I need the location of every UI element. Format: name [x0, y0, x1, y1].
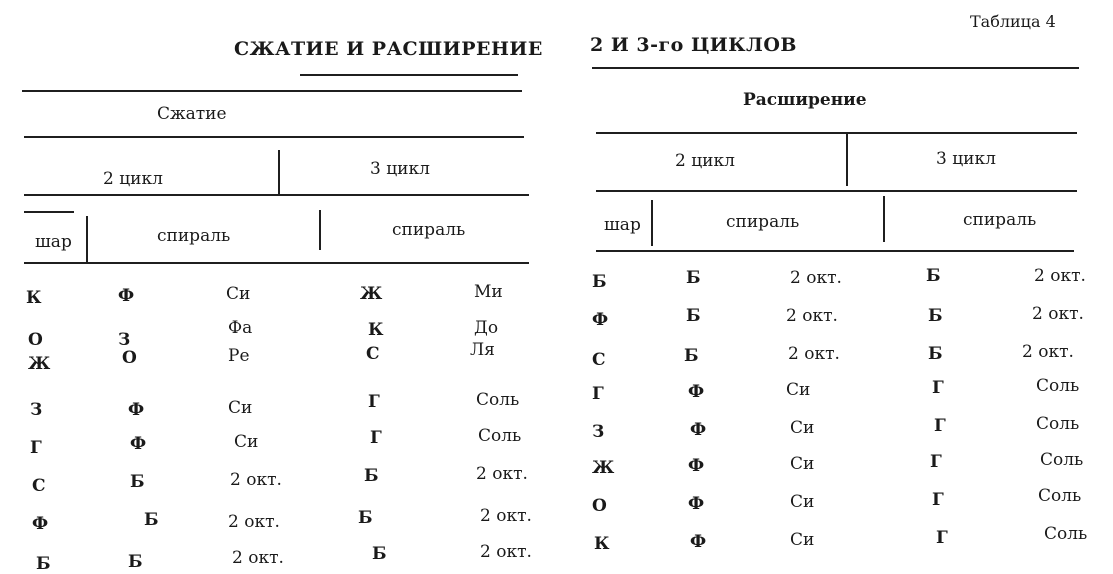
left-table-cell-spiral3-note: 2 окт. — [480, 506, 532, 526]
table-left-vrule-cycles — [278, 150, 280, 194]
right-table-cell-spiral2-note: 2 окт. — [786, 306, 838, 326]
right-table-cell-spiral3-planet: Г — [934, 416, 946, 436]
left-table-cell-spiral3-planet: Г — [368, 392, 380, 412]
left-table-cell-spiral3-planet: Б — [358, 508, 373, 528]
table-right-rule-3 — [596, 190, 1077, 192]
right-table-cell-spiral3-planet: Б — [928, 344, 943, 364]
right-table-cell-spiral3-note: 2 окт. — [1022, 342, 1074, 362]
right-table-cell-spiral2-note: 2 окт. — [790, 268, 842, 288]
left-table-cell-spiral2-note: 2 окт. — [230, 470, 282, 490]
table-right-vrule-ball — [651, 200, 653, 246]
right-table-cell-spiral3-planet: Б — [926, 266, 941, 286]
right-table-cell-spiral3-note: Соль — [1038, 486, 1082, 506]
right-table-cell-spiral3-note: Соль — [1036, 414, 1080, 434]
right-table-cell-spiral3-note: 2 окт. — [1032, 304, 1084, 324]
left-table-cell-spiral3-planet: К — [368, 320, 384, 340]
page-title-left: СЖАТИЕ И РАСШИРЕНИЕ — [234, 38, 543, 60]
left-table-cell-spiral2-note: Фа — [228, 318, 253, 338]
left-table-cell-spiral2-note: Си — [226, 284, 251, 304]
right-table-cell-spiral2-note: Си — [790, 418, 815, 438]
right-table-cell-ball: О — [592, 496, 607, 516]
left-col-spiral-3: спираль — [392, 220, 466, 240]
right-cycle3-header: 3 цикл — [936, 149, 996, 169]
right-group-header: Расширение — [743, 90, 867, 110]
right-table-cell-spiral3-note: Соль — [1044, 524, 1088, 544]
left-table-cell-spiral3-note: Соль — [476, 390, 520, 410]
left-table-cell-spiral2-planet: Ф — [128, 400, 145, 420]
left-table-cell-spiral2-planet: З — [118, 330, 131, 350]
right-cycle2-header: 2 цикл — [675, 151, 735, 171]
right-table-cell-spiral3-planet: Г — [930, 452, 942, 472]
left-table-cell-ball: Ж — [28, 354, 51, 374]
right-table-cell-ball: С — [592, 350, 606, 370]
table-left-header-bottom-rule — [24, 262, 529, 264]
right-table-cell-spiral2-planet: Ф — [688, 494, 705, 514]
left-table-cell-spiral2-planet: Б — [144, 510, 159, 530]
left-col-spiral-2: спираль — [157, 226, 231, 246]
left-table-cell-spiral2-planet: Ф — [118, 286, 135, 306]
left-table-cell-spiral3-note: 2 окт. — [480, 542, 532, 562]
left-table-cell-spiral3-note: Ля — [470, 340, 495, 360]
right-table-cell-spiral2-planet: Ф — [688, 382, 705, 402]
left-table-cell-spiral3-planet: Ж — [360, 284, 383, 304]
right-table-cell-spiral3-note: Соль — [1040, 450, 1084, 470]
left-table-cell-spiral2-planet: Б — [130, 472, 145, 492]
right-table-cell-spiral2-planet: Ф — [690, 420, 707, 440]
right-col-spiral-2: спираль — [726, 212, 800, 232]
left-table-cell-spiral2-note: 2 окт. — [228, 512, 280, 532]
left-table-cell-spiral2-note: 2 окт. — [232, 548, 284, 568]
table-right-vrule-cycles — [846, 134, 848, 186]
left-table-cell-spiral3-note: До — [474, 318, 499, 338]
left-table-cell-ball: О — [28, 330, 43, 350]
page-title-right: 2 И 3-го ЦИКЛОВ — [590, 34, 797, 56]
right-table-cell-spiral2-planet: Б — [686, 268, 701, 288]
right-col-spiral-3: спираль — [963, 210, 1037, 230]
left-table-cell-ball: З — [30, 400, 43, 420]
left-table-cell-spiral2-planet: Б — [128, 552, 143, 572]
right-table-cell-ball: Ф — [592, 310, 609, 330]
left-table-cell-ball: Ф — [32, 514, 49, 534]
right-table-cell-spiral3-note: 2 окт. — [1034, 266, 1086, 286]
table-right-rule-2 — [596, 132, 1077, 134]
left-table-cell-spiral2-note: Си — [228, 398, 253, 418]
table-number: Таблица 4 — [970, 12, 1056, 31]
left-table-cell-spiral3-planet: Б — [364, 466, 379, 486]
right-table-cell-ball: К — [594, 534, 610, 554]
right-table-cell-ball: Б — [592, 272, 607, 292]
left-table-cell-spiral3-planet: Б — [372, 544, 387, 564]
right-table-cell-spiral2-planet: Ф — [688, 456, 705, 476]
left-table-cell-spiral3-note: Ми — [474, 282, 503, 302]
table-left-top-rule — [22, 90, 522, 92]
right-table-cell-spiral3-planet: Г — [936, 528, 948, 548]
right-col-ball: шар — [604, 215, 641, 235]
right-table-cell-spiral3-planet: Г — [932, 378, 944, 398]
right-table-cell-spiral2-note: Си — [790, 492, 815, 512]
table-left-rule-3 — [24, 194, 529, 196]
title-underline-left — [300, 74, 518, 76]
left-col-ball: шар — [35, 232, 72, 252]
right-table-cell-ball: З — [592, 422, 605, 442]
left-group-header: Сжатие — [157, 104, 227, 124]
table-right-vrule-spiral — [883, 196, 885, 242]
right-table-cell-spiral2-note: Си — [790, 530, 815, 550]
right-table-cell-spiral2-note: 2 окт. — [788, 344, 840, 364]
left-table-cell-spiral2-planet: Ф — [130, 434, 147, 454]
right-table-cell-spiral3-planet: Г — [932, 490, 944, 510]
right-table-cell-spiral2-note: Си — [786, 380, 811, 400]
left-table-cell-spiral2-note: Си — [234, 432, 259, 452]
left-table-cell-ball: К — [26, 288, 42, 308]
right-table-cell-ball: Ж — [592, 458, 615, 478]
right-table-cell-spiral3-note: Соль — [1036, 376, 1080, 396]
right-table-cell-ball: Г — [592, 384, 604, 404]
left-table-cell-spiral3-planet: Г — [370, 428, 382, 448]
right-table-cell-spiral2-note: Си — [790, 454, 815, 474]
left-table-cell-spiral2-planet: О — [122, 348, 137, 368]
right-table-cell-spiral2-planet: Б — [686, 306, 701, 326]
left-table-cell-ball: С — [32, 476, 46, 496]
right-table-cell-spiral2-planet: Ф — [690, 532, 707, 552]
title-underline-right — [592, 67, 1079, 69]
table-right-header-bottom-rule — [596, 250, 1074, 252]
left-cycle3-header: 3 цикл — [370, 159, 430, 179]
table-left-rule-2 — [24, 136, 524, 138]
table-left-vrule-spiral — [319, 210, 321, 250]
right-table-cell-spiral2-planet: Б — [684, 346, 699, 366]
left-cycle2-header: 2 цикл — [103, 169, 163, 189]
left-table-cell-spiral3-note: Соль — [478, 426, 522, 446]
left-table-cell-ball: Г — [30, 438, 42, 458]
left-table-cell-spiral3-note: 2 окт. — [476, 464, 528, 484]
left-table-cell-spiral3-planet: С — [366, 344, 380, 364]
table-left-vrule-ball — [86, 216, 88, 262]
right-table-cell-spiral3-planet: Б — [928, 306, 943, 326]
left-table-cell-spiral2-note: Ре — [228, 346, 250, 366]
table-left-rule-3b — [24, 211, 74, 213]
left-table-cell-ball: Б — [36, 554, 51, 574]
